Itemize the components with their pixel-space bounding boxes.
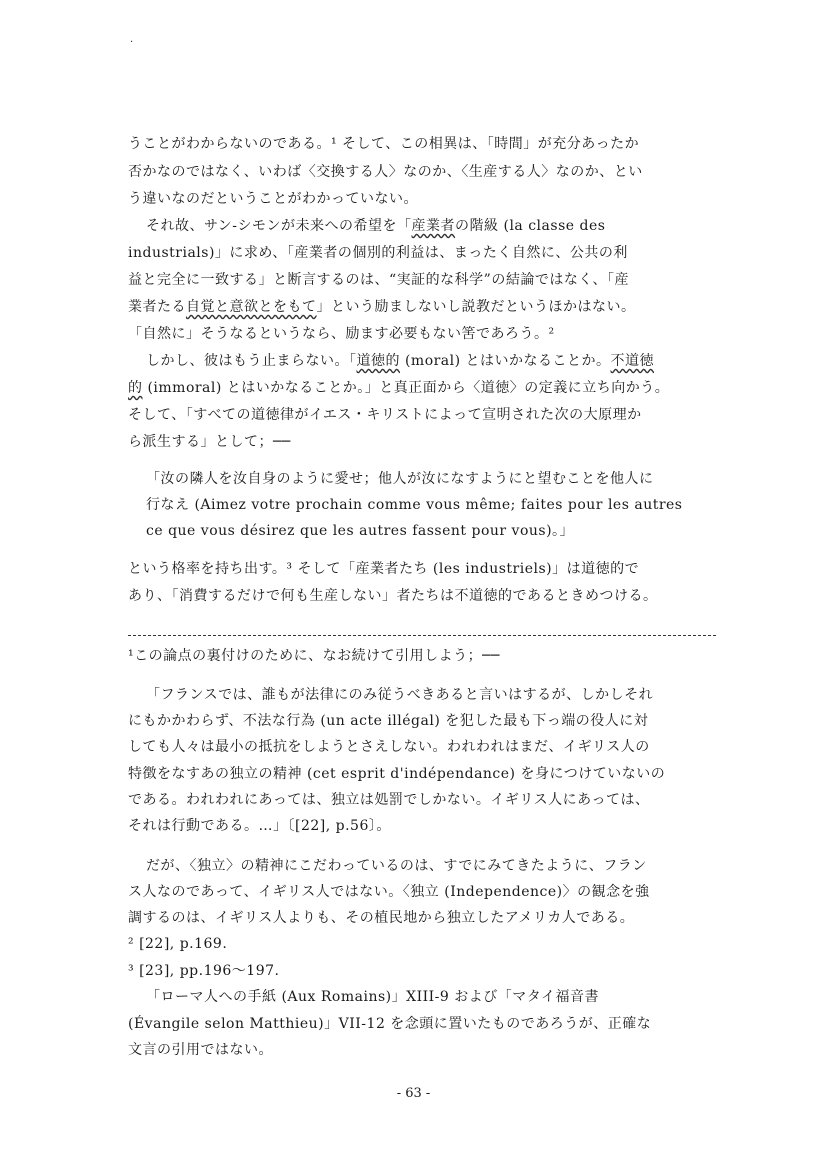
page-number: - 63 - <box>396 1086 431 1101</box>
emphasized-text: 的 <box>128 380 143 396</box>
body-line: 益と完全に一致する」と断言するのは、“実証的な科学”の結論ではなく、「産 <box>128 272 630 288</box>
body-line <box>146 351 746 371</box>
body-line: industrials)」に求め、「産業者の個別的利益は、まったく自然に、公共の利 <box>128 245 628 261</box>
footnote-line: 調するのは、イギリス人よりも、その植民地から独立したアメリカ人である。 <box>128 910 635 926</box>
footnote-quote-line: にもかかわらず、不法な行為 (un acte illégal) を犯した最も下っ端の役人に対 <box>128 713 649 729</box>
text-span: それ故、サン-シモンが未来への希望を「 <box>146 218 412 234</box>
footnote-line: 文言の引用ではない。 <box>128 1042 273 1058</box>
footnote-line: だが、〈独立〉の精神にこだわっているのは、すでにみてきたように、フラン <box>146 858 647 874</box>
footnote-1: ¹この論点の裏付けのために、なお続けて引用しよう；── <box>128 648 500 664</box>
footnote-quote-line: 「フランスでは、誰もが法律にのみ従うべきあると言いはするが、しかしそれ <box>146 687 654 703</box>
text-span: しかし、彼はもう止まらない。「 <box>146 353 357 369</box>
scan-mark: . <box>130 34 134 45</box>
body-line <box>128 297 728 317</box>
body-line <box>146 216 746 236</box>
body-line: あり、「消費するだけで何も生産しない」者たちは不道徳的であるときめつける。 <box>128 588 658 604</box>
body-line: 「自然に」そうなるというなら、励ます必要もない筈であろう。² <box>128 326 555 342</box>
footnote-2: ² [22], p.169. <box>128 936 228 952</box>
text-span: 業者たる <box>128 299 186 315</box>
body-line: 否かなのではなく、いわば〈交換する人〉なのか、〈生産する人〉なのか、とい <box>128 164 643 180</box>
footnote-3: ³ [23], pp.196～197. <box>128 963 280 979</box>
footnote-line: ス人なのであって、イギリス人ではない。〈独立 (Independence)〉の観念を強 <box>128 884 650 900</box>
body-line: う違いなのだということがわかっていない。 <box>128 191 418 207</box>
quote-line: ce que vous désirez que les autres fassent pour vous)。」 <box>146 523 575 539</box>
footnote-divider <box>128 635 716 636</box>
footnote-quote-line: それは行動である。…」〔[22], p.56〕。 <box>128 818 391 834</box>
body-line <box>128 378 728 398</box>
footnote-line: (Évangile selon Matthieu)」VII-12 を念頭に置いたものであろうが、正確な <box>128 1016 652 1032</box>
text-span: (immoral) とはいかなることか。」と真正面から〈道徳〉の定義に立ち向かう。 <box>142 380 670 396</box>
emphasized-text: 不道徳 <box>610 353 655 369</box>
body-line: そして、「すべての道徳律がイエス・キリストによって宣明された次の大原理か <box>128 407 642 423</box>
emphasized-text: 産業者 <box>411 218 456 234</box>
footnote-line: 「ローマ人への手紙 (Aux Romains)」XIII-9 および「マタイ福音書 <box>146 989 599 1005</box>
text-span: 」という励ましないし説教だというほかはない。 <box>316 299 636 315</box>
text-span: (moral) とはいかなることか。 <box>400 353 611 369</box>
footnote-quote-line: 特徴をなすあの独立の精神 (cet esprit d'indépendance) を身につけていないの <box>128 766 666 782</box>
footnote-quote-line: しても人々は最小の抵抗をしようとさえしない。われわれはまだ、イギリス人の <box>128 739 650 755</box>
quote-line: 行なえ (Aimez votre prochain comme vous même; faites pour les autres <box>146 497 683 513</box>
footnote-quote-line: である。われわれにあっては、独立は処罰でしかない。イギリス人にあっては、 <box>128 792 650 808</box>
emphasized-text: 自覚と意欲とをもて <box>186 299 317 315</box>
body-line: うことがわからないのである。¹ そして、この相異は、「時間」が充分あったか <box>128 136 640 152</box>
body-line: ら派生する」として；── <box>128 434 291 450</box>
quote-line: 「汝の隣人を汝自身のように愛せ；他人が汝になすようにと望むことを他人に <box>146 471 654 487</box>
emphasized-text: 道徳的 <box>356 353 400 369</box>
body-line: という格率を持ち出す。³ そして「産業者たち (les industriels)」は道徳的で <box>128 561 640 577</box>
text-span: の階級 (la classe des <box>455 218 606 234</box>
